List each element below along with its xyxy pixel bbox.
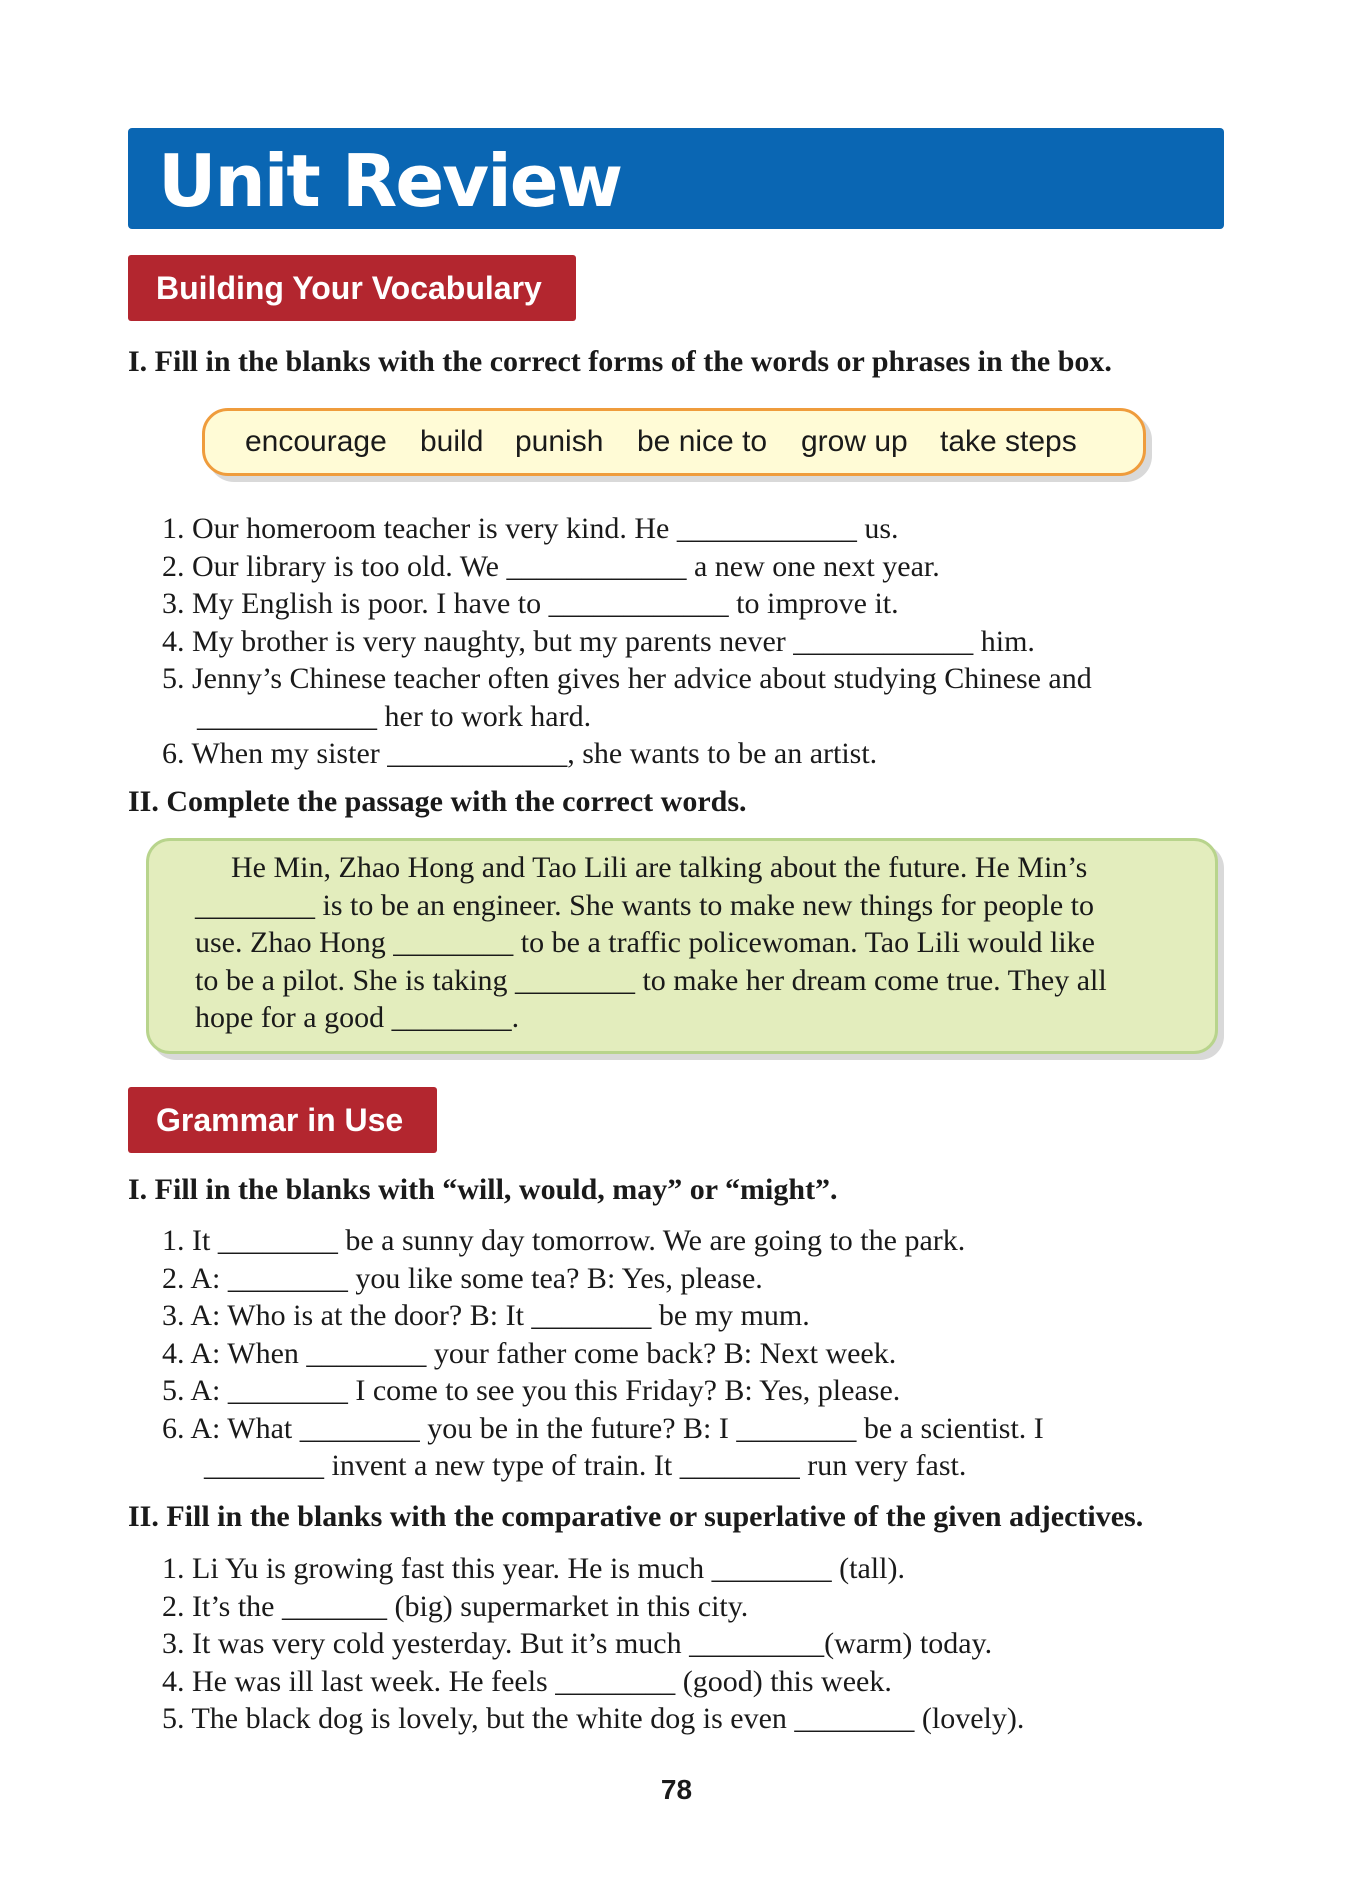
exercise-line: 6. When my sister ____________, she wants to be an artist. [162, 737, 878, 770]
passage-line: hope for a good ________. [195, 1001, 520, 1034]
exercise-line: ________ invent a new type of train. It ________ run very fast. [204, 1449, 967, 1482]
vocab-part2-instruction: II. Complete the passage with the correct words. [128, 785, 747, 818]
vocab-part1-instruction: I. Fill in the blanks with the correct forms of the words or phrases in the box. [128, 345, 1112, 378]
exercise-line: 5. Jenny’s Chinese teacher often gives her advice about studying Chinese and [162, 662, 1092, 695]
exercise-line: 3. A: Who is at the door? B: It ________ be my mum. [162, 1299, 810, 1332]
grammar-part1-instruction: I. Fill in the blanks with “will, would, may” or “might”. [128, 1173, 838, 1206]
unit-title-banner [128, 128, 1224, 229]
grammar-part2-exercises [162, 1550, 1024, 1738]
exercise-line: 4. He was ill last week. He feels ________ (good) this week. [162, 1664, 892, 1698]
grammar-part2-instruction: II. Fill in the blanks with the comparative or superlative of the given adjectives. [128, 1500, 1144, 1533]
word-box-item: encourage [245, 425, 387, 458]
exercise-line: 5. The black dog is lovely, but the white dog is even ________ (lovely). [162, 1702, 1025, 1735]
grammar-section-tab: Grammar in Use [128, 1087, 437, 1153]
exercise-line: 1. Li Yu is growing fast this year. He is much ________ (tall). [162, 1552, 905, 1585]
exercise-line: 1. Our homeroom teacher is very kind. He ____________ us. [162, 512, 899, 545]
word-box-item: punish [515, 425, 604, 458]
exercise-line: 1. It ________ be a sunny day tomorrow. We are going to the park. [162, 1224, 966, 1257]
word-box-item: grow up [801, 425, 908, 458]
exercise-line: 3. My English is poor. I have to ____________ to improve it. [162, 587, 899, 620]
word-box-item: build [420, 425, 484, 458]
exercise-line: 4. My brother is very naughty, but my parents never ____________ him. [162, 624, 1035, 658]
exercise-line: 3. It was very cold yesterday. But it’s much _________(warm) today. [162, 1627, 993, 1660]
unit-title: Unit Review [158, 139, 622, 223]
word-box [202, 408, 1146, 476]
passage-text [195, 849, 1107, 1037]
exercise-line: 2. It’s the _______ (big) supermarket in this city. [162, 1589, 749, 1623]
passage-line: He Min, Zhao Hong and Tao Lili are talking about the future. He Min’s [231, 851, 1088, 884]
page-number: 78 [660, 1774, 693, 1805]
word-box-item: take steps [940, 425, 1077, 458]
grammar-part1-exercises [162, 1222, 1044, 1485]
passage-line: ________ is to be an engineer. She wants to make new things for people to [195, 888, 1094, 922]
vocabulary-section-tab: Building Your Vocabulary [128, 255, 576, 321]
exercise-line: 5. A: ________ I come to see you this Friday? B: Yes, please. [162, 1374, 901, 1407]
passage-box [146, 838, 1218, 1054]
word-box-item: be nice to [637, 425, 768, 458]
exercise-line: ____________ her to work hard. [197, 699, 592, 733]
exercise-line: 4. A: When ________ your father come back? B: Next week. [162, 1336, 897, 1370]
exercise-line: 2. Our library is too old. We ____________ a new one next year. [162, 549, 940, 583]
vocab-part1-exercises [162, 510, 1092, 773]
passage-line: use. Zhao Hong ________ to be a traffic policewoman. Tao Lili would like [195, 926, 1095, 959]
passage-line: to be a pilot. She is taking ________ to make her dream come true. They all [195, 963, 1107, 997]
exercise-line: 2. A: ________ you like some tea? B: Yes, please. [162, 1261, 763, 1295]
exercise-line: 6. A: What ________ you be in the future? B: I ________ be a scientist. I [162, 1411, 1044, 1445]
